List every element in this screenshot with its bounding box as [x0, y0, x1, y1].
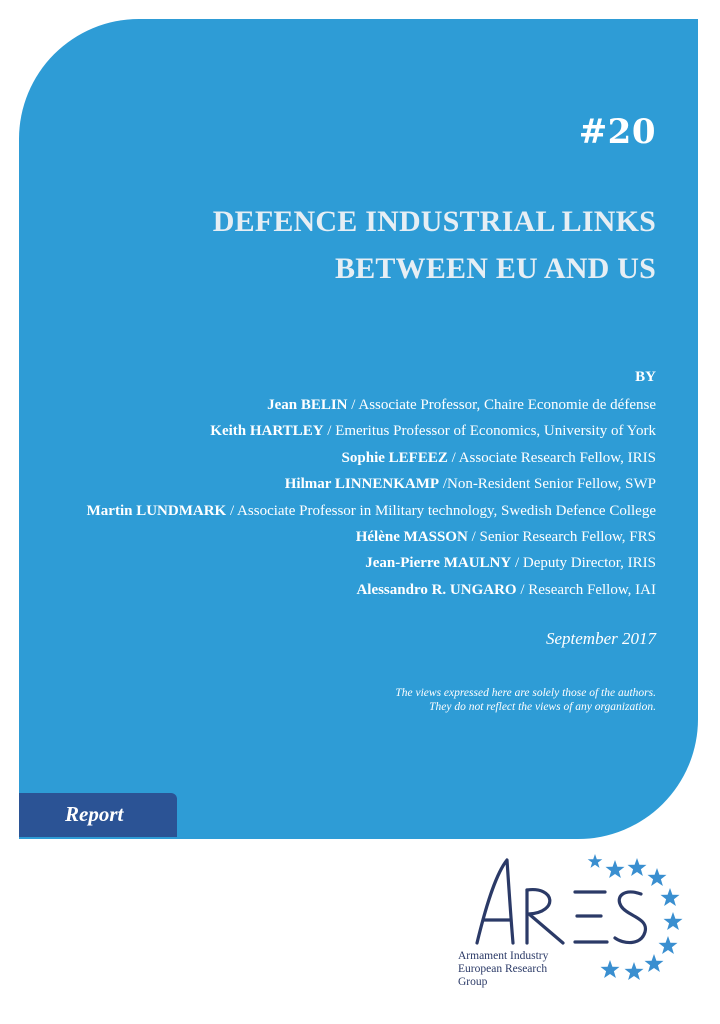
author-role: / Deputy Director, IRIS [511, 555, 656, 572]
author-role: / Emeritus Professor of Economics, University of York [323, 423, 656, 440]
author-name: Jean BELIN [267, 397, 348, 413]
report-type-label: Report [65, 802, 124, 826]
author-role: / Associate Professor, Chaire Economie de défense [347, 397, 656, 413]
authors-list [16, 392, 656, 603]
by-label: BY [635, 369, 656, 385]
author-row [16, 392, 656, 418]
logo-caption-line-2: European Research [458, 963, 548, 975]
author-row [16, 550, 656, 576]
issue-number: #20 [578, 112, 656, 152]
author-row [16, 418, 656, 444]
disclaimer-line-1: The views expressed here are solely those of the authors. [395, 687, 656, 699]
disclaimer [256, 686, 656, 714]
report-title [96, 198, 656, 292]
author-role: / Research Fellow, IAI [516, 581, 656, 598]
publication-date: September 2017 [545, 629, 656, 648]
author-row [16, 471, 656, 497]
author-name: Keith HARTLEY [210, 423, 324, 440]
title-line-2: BETWEEN EU AND US [335, 252, 656, 285]
author-name: Hilmar LINNENKAMP [284, 476, 440, 493]
author-row [16, 445, 656, 471]
author-name: Hélène MASSON [355, 529, 468, 546]
author-name: Martin LUNDMARK [86, 502, 227, 519]
author-row [16, 498, 656, 524]
author-role: / Senior Research Fellow, FRS [467, 529, 656, 546]
author-role: / Associate Research Fellow, IRIS [447, 449, 656, 466]
author-row [16, 577, 656, 603]
logo-caption [458, 950, 618, 989]
author-role: / Associate Professor in Military technology, Swedish Defence College [226, 502, 656, 519]
author-name: Alessandro R. UNGARO [356, 581, 517, 598]
logo-caption-line-3: Group [458, 976, 488, 988]
author-name: Sophie LEFEEZ [341, 449, 448, 466]
logo-caption-line-1: Armament Industry [458, 950, 549, 962]
disclaimer-line-2: They do not reflect the views of any organization. [429, 701, 656, 713]
author-role: /Non-Resident Senior Fellow, SWP [439, 476, 656, 493]
author-name: Jean-Pierre MAULNY [365, 555, 512, 572]
report-type-tab [19, 793, 177, 837]
author-row [16, 524, 656, 550]
title-line-1: DEFENCE INDUSTRIAL LINKS [212, 205, 656, 238]
